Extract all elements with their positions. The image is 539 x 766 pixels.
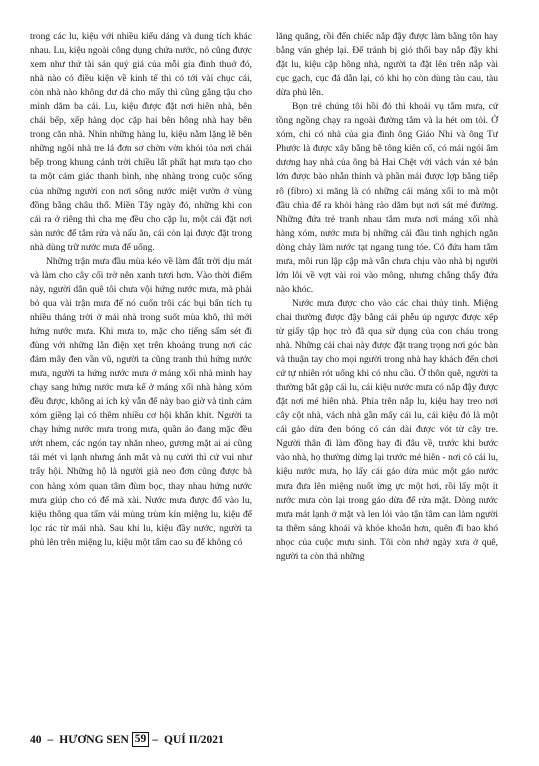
issue-number: 59 [132, 732, 150, 747]
magazine-name: HƯƠNG SEN [59, 733, 129, 746]
paragraph: trong các lu, kiệu với nhiều kiểu dáng và dung tích khác nhau. Lu, kiệu ngoài công dụng chứa nước, nó cũng được xem như thứ tài sản quý giá của mỗi gia đình thuở đó, nhà nào có điều kiện về kinh tế thì có tới vài chục cái, còn nhà nào không dư dả cho mấy thì cũng gắng tậu cho mình dăm ba cái. Lu, kiệu được đặt nơi hiên nhà, bên chái bếp, xếp hàng dọc cặp hai bên hông nhà hay bên trong căn nhà. Nhìn những hàng lu, kiệu nằm lặng lẽ bên những ngôi nhà tre lá đơn sơ chờn vờn khói tỏa nơi chái bếp trong khung cảnh trời chiều lất phất hạt mưa tạo cho ta một cảm giác thanh bình, nhẹ nhàng trong cuộc sống của những người con nơi sông nước miệt vườn ở vùng đồng bằng châu thổ. Miền Tây ngày đó, những khi con cái ra ở riêng thì cha mẹ đều cho cặp lu, một cái đặt nơi sàn nước để tắm rửa và nấu ăn, cái còn lại được đặt trong nhà dùng trữ nước mưa để uống. [30, 31, 252, 253]
paragraph: Nước mưa được cho vào các chai thủy tinh. Miệng chai thường được đậy bằng cái phễu úp ngược được xếp từ giấy tập học trò đã qua sử dụng của con cháu trong nhà. Những cái chai này được đặt trang trọng nơi góc bàn và thuận tay cho mọi người trong nhà hay khách đến chơi cứ tự nhiên rót uống khi có nhu cầu. Ở thôn quê, người ta thường bắt gặp cái lu, cái kiệu nước mưa có nắp đậy được đặt nơi mé hiên nhà. Phía trên nắp lu, kiệu hay treo nơi cây cột nhà, vách nhà gần mấy cái lu, cái kiệu đó là một cái gáo dừa đen bóng có cán dài được vót từ cây tre. Người thân đi làm đồng hay đi đâu về, trước khi bước vào nhà, họ thường dừng lại trước mé hiên - nơi có cái lu, kiệu nước mưa, họ lấy cái gáo dừa múc một gáo nước mưa đưa lên miệng nuốt ừng ực một hơi, rồi lấy một ít nước mưa còn lại trong gáo dừa để rửa mặt. Dòng nước mưa mát lạnh ở mặt và len lỏi vào tận tâm can làm người ta thêm sảng khoái và khỏe khoắn hơn, quên đi bao khó nhọc của cuộc mưu sinh. Tôi còn nhớ ngày xưa ở quê, người ta còn thả những [276, 297, 498, 562]
quarter-label: QUÍ II/2021 [164, 733, 224, 746]
article-column-right [276, 30, 498, 564]
footer-dash: – [152, 733, 159, 746]
paragraph: lăng quăng, rồi đến chiếc nắp đậy được làm bằng tôn hay bằng ván ghép lại. Để tránh bị gió thổi bay nắp đậy khi đặt lu, kiệu cặp hông nhà, người ta đặt lên trên nắp vài cục gạch, cục đá dằn lại, có khi họ còn dùng tàu cau, tàu dừa phủ lên. [276, 31, 498, 99]
page-footer [30, 732, 224, 747]
footer-dash: – [47, 733, 54, 746]
paragraph: Những trận mưa đầu mùa kéo về làm đất trời dịu mát và làm cho cây cối trở nên xanh tươi hơn. Vào thời điểm này, người dân quê tôi chưa vội hứng nước mưa, mà phải bỏ qua vài trận mưa để nó cuốn trôi các bụi bẩn tích tụ nhiều tháng trời ở mái nhà trong suốt mùa khô, thì mới hứng nước mưa. Khi mưa to, mặc cho tiếng sấm sét đì đùng với những lằn điện xẹt trên khoảng trung nơi các đám mây đen vần vũ, người ta cũng tranh thủ hứng nước mưa, người ta hứng nước mưa ở máng xối nhà mình hay chạy sang hứng nước mưa kế ở máng xối nhà hàng xóm đều được, không ai ích kỷ vẫn để này bao giờ và tình cảm xóm giềng lại có thêm nhiều cơ hội khắn khít. Người ta chạy hứng nước mưa trong mưa, quần áo đang mặc đều ướt nhem, các ngón tay nhăn nheo, gương mặt ai ai cũng tái mét vì lạnh nhưng ánh mắt và nụ cười thì cứ vui như trẩy hội. Những hộ là người già neo đơn cũng được bà con hàng xóm quan tâm đùm bọc, thay nhau hứng nước mưa giúp cho có để mà xài. Nước mưa được đổ vào lu, kiệu thông qua tấm vải mùng trùm kín miệng lu, kiệu để lọc rác từ mái nhà. Sau khi lu, kiệu đầy nước, người ta phủ lên trên miệng lu, kiệu một tấm cao su để không có [30, 255, 252, 548]
page-number: 40 [30, 733, 42, 746]
paragraph: Bọn trẻ chúng tôi hồi đó thì khoái vụ tắm mưa, cứ tồng ngồng chạy ra ngoài đường tắm và la hét om tỏi. Ở xóm, chỉ có nhà của gia đình ông Giáo Nhi và ông Tư Phước là được xây bằng bê tông kiên cố, có mái ngói âm dương hay nhà của ông bà Hai Chệt với vách ván xẻ bản lớn được bào nhẵn thinh và phần mái được lợp bằng tiếp rô (fibro) xi măng là có những cái máng xối to mà một đầu chìa để ra khỏi hàng rào dăm bụt nơi sát mé đường. Những đứa trẻ tranh nhau tắm mưa nơi máng xối nhà hàng xóm, nước mưa bị những cái đầu tinh nghịch ngăn dòng chảy làm nước tạt ngang tung tóe. Có đứa ham tắm mưa, môi run lập cập mà vẫn chưa chịu vào nhà bị người lớn lôi về vợt vài roi vào mông, nhưng chẳng thấy đứa nào khóc. [276, 101, 498, 295]
article-column-left [30, 30, 252, 550]
